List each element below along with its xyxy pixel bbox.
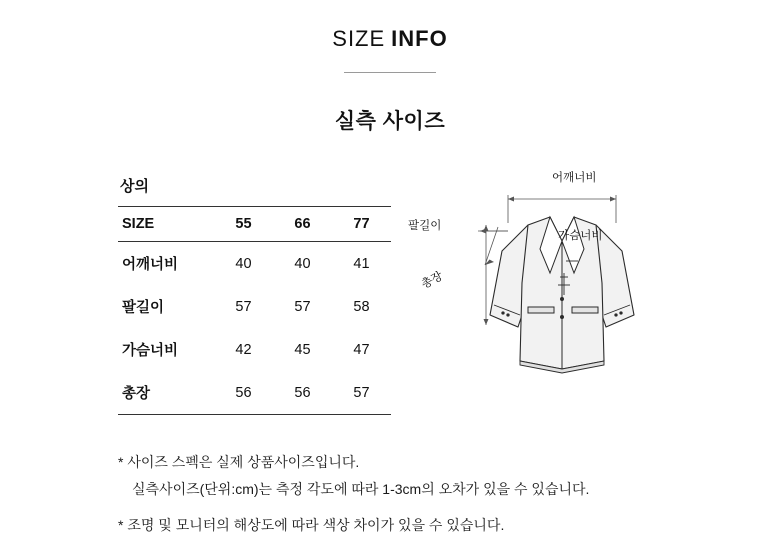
cell-chest-55: 42 [235,341,252,358]
content-area [0,172,780,415]
column-header-size: SIZE [118,207,214,242]
table-header-row [118,207,391,242]
figure-label-chest: 가슴너비 [558,230,603,242]
note-spec-text: * 사이즈 스펙은 실제 상품사이즈입니다. [118,454,360,470]
note-tolerance [118,476,780,503]
row-label-chest: 가슴너비 [122,343,179,359]
cell-sleeve-55: 57 [235,298,252,315]
page-title-size: SIZE [332,26,386,51]
note-color [118,512,780,539]
cell-shoulder-55: 40 [235,255,252,272]
row-label-sleeve: 팔길이 [122,300,165,316]
column-header-66: 66 [273,207,332,242]
page-title-info: INFO [391,26,448,51]
note-spec [118,449,780,476]
size-table [118,206,391,415]
page-title [0,26,780,52]
figure-label-sleeve: 팔길이 [408,220,442,232]
table-row [118,328,391,371]
cell-shoulder-66: 40 [294,255,311,272]
size-table-caption: 상의 [120,178,149,195]
size-table-section [0,175,390,415]
cell-chest-77: 47 [353,341,370,358]
row-label-total: 총장 [118,371,214,415]
table-row [118,242,391,286]
notes-section [0,449,780,539]
figure-section [390,172,780,415]
page-subtitle: 실측 사이즈 [334,110,446,133]
jacket-diagram [390,165,730,415]
jacket-illustration-icon [390,165,730,415]
page-header [0,0,780,135]
cell-total-77: 57 [332,371,391,415]
figure-label-total: 총장 [419,270,445,292]
table-row [118,285,391,328]
cell-total-66: 56 [273,371,332,415]
column-header-77: 77 [332,207,391,242]
cell-sleeve-66: 57 [294,298,311,315]
row-label-shoulder: 어깨너비 [122,257,179,273]
figure-label-shoulder: 어깨너비 [552,172,597,184]
cell-sleeve-77: 58 [353,298,370,315]
cell-shoulder-77: 41 [353,255,370,272]
cell-chest-66: 45 [294,341,311,358]
table-row [118,371,391,415]
column-header-55: 55 [214,207,273,242]
note-color-text: * 조명 및 모니터의 해상도에 따라 색상 차이가 있을 수 있습니다. [118,517,505,534]
note-tolerance-text: 실측사이즈(단위:cm)는 측정 각도에 따라 1-3cm의 오차가 있을 수 있습니다. [132,480,590,497]
cell-total-55: 56 [214,371,273,415]
title-divider [344,72,436,73]
